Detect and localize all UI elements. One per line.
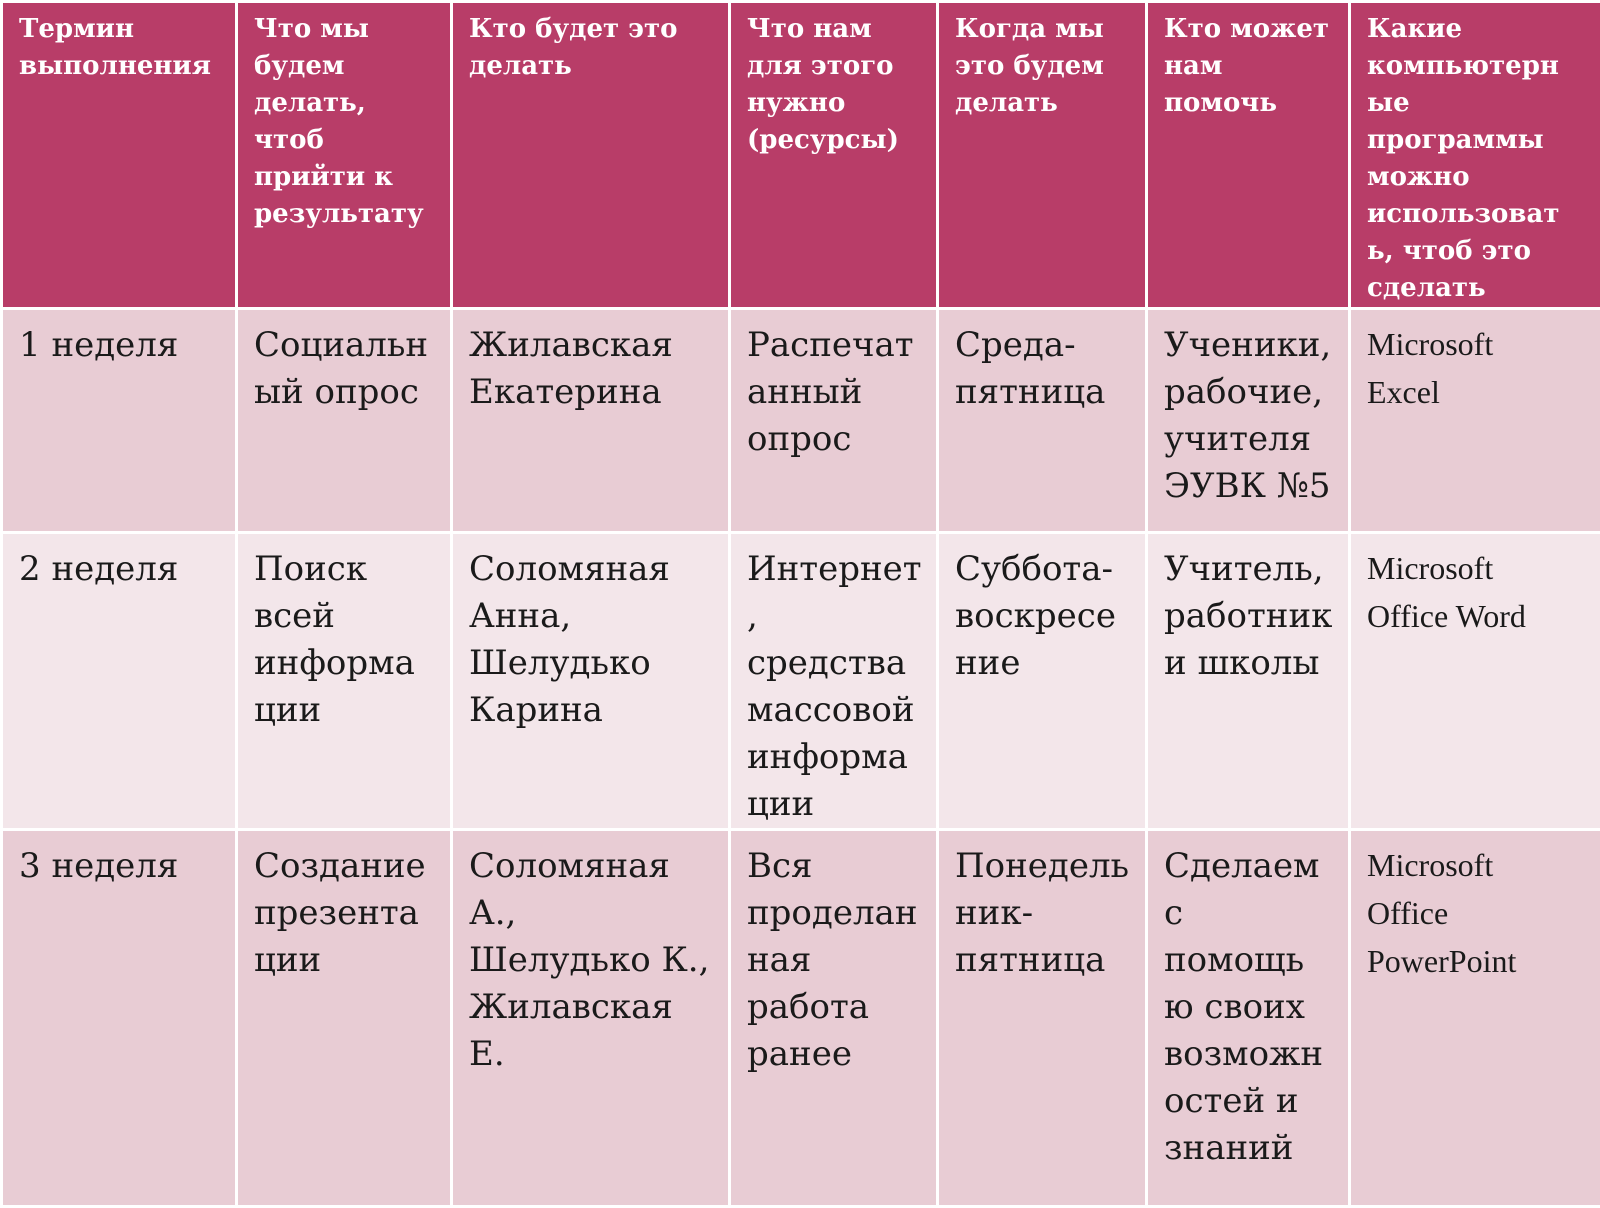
table-row (2, 830, 1600, 1207)
cell-helpers: Ученики, рабочие, учителя ЭУВК №5 (1147, 309, 1350, 533)
cell-when: Суббота- воскресе ние (938, 533, 1147, 830)
cell-when: Среда- пятница (938, 309, 1147, 533)
cell-what: Создание презента ции (237, 830, 452, 1207)
cell-who: Соломяная А., Шелудько К., Жилавская Е. (452, 830, 730, 1207)
cell-resources: Вся проделан ная работа ранее (730, 830, 938, 1207)
cell-helpers: Сделаем с помощь ю своих возможн остей и знаний (1147, 830, 1350, 1207)
cell-when: Понедель ник- пятница (938, 830, 1147, 1207)
cell-software: Microsoft Office Word (1350, 533, 1600, 830)
header-row (2, 2, 1600, 309)
cell-what: Поиск всей информа ции (237, 533, 452, 830)
header-who: Кто будет это делать (452, 2, 730, 309)
header-term: Термин выполнения (2, 2, 237, 309)
cell-software: Microsoft Excel (1350, 309, 1600, 533)
cell-resources: Интернет , средства массовой информа ции (730, 533, 938, 830)
cell-helpers: Учитель, работник и школы (1147, 533, 1350, 830)
cell-term: 3 неделя (2, 830, 237, 1207)
cell-term: 2 неделя (2, 533, 237, 830)
cell-software: Microsoft Office PowerPoint (1350, 830, 1600, 1207)
table-row (2, 309, 1600, 533)
header-helpers: Кто может нам помочь (1147, 2, 1350, 309)
table-row (2, 533, 1600, 830)
cell-what: Социальн ый опрос (237, 309, 452, 533)
cell-who: Жилавская Екатерина (452, 309, 730, 533)
header-when: Когда мы это будем делать (938, 2, 1147, 309)
cell-term: 1 неделя (2, 309, 237, 533)
header-resources: Что нам для этого нужно (ресурсы) (730, 2, 938, 309)
cell-who: Соломяная Анна, Шелудько Карина (452, 533, 730, 830)
header-what: Что мы будем делать, чтоб прийти к результату (237, 2, 452, 309)
header-software: Какие компьютерн ые программы можно использоват ь, чтоб это сделать (1350, 2, 1600, 309)
cell-resources: Распечат анный опрос (730, 309, 938, 533)
